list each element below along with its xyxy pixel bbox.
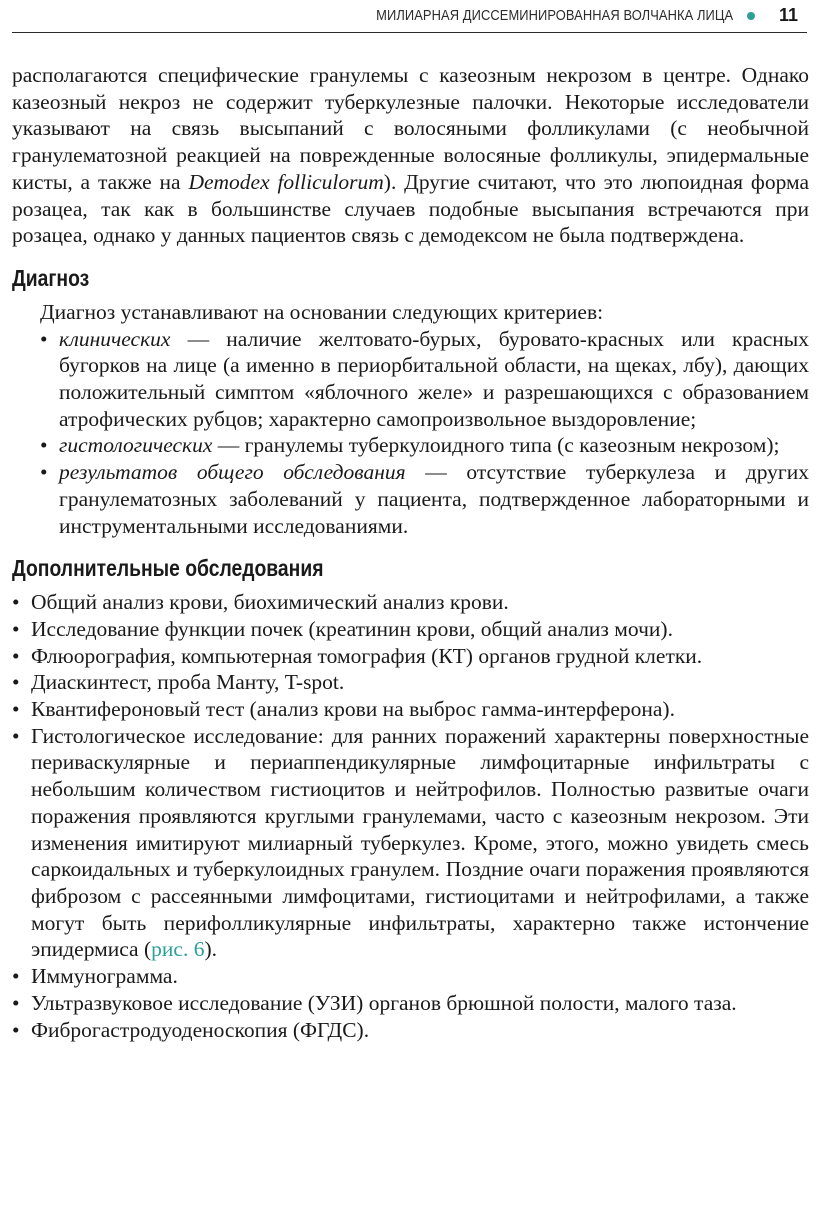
- exams-list: [12, 589, 809, 1043]
- running-title: МИЛИАРНАЯ ДИССЕМИНИРОВАННАЯ ВОЛЧАНКА ЛИЦА: [375, 7, 733, 24]
- list-item: • Диаскинтест, проба Манту, T-spot.: [12, 669, 809, 696]
- list-item: [12, 723, 809, 963]
- list-item: • Иммунограмма.: [12, 963, 809, 990]
- histology-text: Гистологическое исследование: для ранних поражений характерны поверхностные периваскулярные и периаппендикулярные лимфоцитарные инфильтраты с небольшим количеством гистиоцитов и нейтрофилов. Полностью развитые очаги поражения проявляются круглыми гранулемами, часто с казеозным некрозом. Эти изменения имитируют милиарный туберкулез. Кроме, этого, можно увидеть смесь саркоидальных и туберкулоидных гранулем. Поздние очаги поражения проявляются фиброзом с рассеянными лимфоцитами, гистиоцитами и нейтрофилами, а также могут быть перифолликулярные инфильтраты, характерно также истончение эпидермиса (: [31, 723, 809, 962]
- intro-text-part-1: располагаются специфические гранулемы с казеозным некрозом в центре. Однако казеозный некроз не содержит туберкулезные палочки. Некоторые исследователи указывают на связь высыпаний с волосяными фолликулами (с необычной гранулематозной реакцией на поврежденные волосяные фолликулы, эпидермальные кисты, а также на: [12, 63, 809, 194]
- histology-closing: ).: [204, 937, 217, 962]
- criterion-term: клинических: [59, 326, 171, 351]
- list-item: [40, 459, 809, 539]
- criterion-text: — гранулемы туберкулоидного типа (с казеозным некрозом);: [212, 433, 780, 458]
- diagnosis-heading: Диагноз: [12, 264, 90, 291]
- list-item: • Квантифероновый тест (анализ крови на выброс гамма-интерферона).: [12, 696, 809, 723]
- body-text: [12, 62, 809, 1043]
- list-item: • Фиброгастродуоденоскопия (ФГДС).: [12, 1017, 809, 1044]
- criterion-text: — наличие желтовато-бурых, буровато-красных или красных бугорков на лице (а именно в периорбитальной области, на щеках, лбу), дающих положительный симптом «яблочного желе» и разрешающихся с образованием атрофических рубцов; характерно самопроизвольное выздоровление;: [59, 326, 809, 431]
- page-number: 11: [778, 5, 798, 25]
- criterion-term: гистологических: [59, 433, 213, 458]
- list-item: • Флюорография, компьютерная томография (КТ) органов грудной клетки.: [12, 643, 809, 670]
- additional-exams-heading: Дополнительные обследования: [12, 555, 324, 582]
- intro-text-part-2: ). Другие считают, что это люпоидная форма розацеа, так как в большинстве случаев подобные высыпания встречаются при розацеа, однако у данных пациентов связь с демодексом не была подтверждена.: [12, 169, 809, 248]
- criterion-text: — отсутствие туберкулеза и других гранулематозных заболеваний у пациента, подтвержденное лабораторными и инструментальными исследованиями.: [59, 460, 809, 538]
- species-name: Demodex folliculorum: [188, 169, 384, 194]
- list-item: [40, 432, 809, 459]
- list-item: • Общий анализ крови, биохимический анализ крови.: [12, 589, 809, 616]
- intro-paragraph: [12, 62, 809, 249]
- bullet-dot-icon: [747, 12, 755, 20]
- diagnosis-lead: Диагноз устанавливают на основании следующих критериев:: [40, 299, 604, 324]
- criteria-list: [40, 326, 809, 540]
- running-header: [12, 0, 807, 33]
- criterion-term: результатов общего обследования: [59, 460, 406, 485]
- list-item: • Исследование функции почек (креатинин крови, общий анализ мочи).: [12, 616, 809, 643]
- figure-reference-link[interactable]: рис. 6: [151, 937, 205, 962]
- list-item: • Ультразвуковое исследование (УЗИ) органов брюшной полости, малого таза.: [12, 990, 809, 1017]
- list-item: [40, 326, 809, 433]
